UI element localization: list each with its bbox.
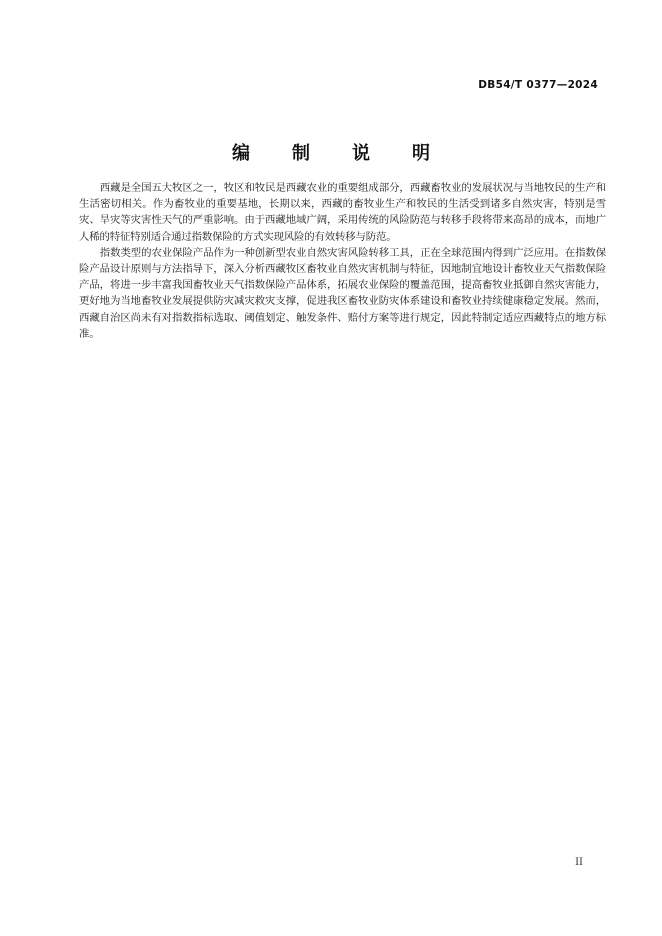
page-number: II [575,857,583,868]
title-char: 编 [232,143,250,164]
title-char: 说 [352,143,370,164]
body-text [79,180,606,342]
page-title [0,139,662,165]
paragraph-2: 指数类型的农业保险产品作为一种创新型农业自然灾害风险转移工具，正在全球范围内得到广泛应用。在指数保险产品设计原则与方法指导下，深入分析西藏牧区畜牧业自然灾害机制与特征，因地制宜地设计畜牧业天气指数保险产品，将进一步丰富我国畜牧业天气指数保险产品体系，拓展农业保险的覆盖范围，提高畜牧业抵御自然灾害能力，更好地为当地畜牧业发展提供防灾减灾救灾支撑，促进我区畜牧业防灾体系建设和畜牧业持续健康稳定发展。然而，西藏自治区尚未有对指数指标选取、阈值划定、触发条件、赔付方案等进行规定，因此特制定适应西藏特点的地方标准。 [79,246,606,340]
document-code: DB54/T 0377—2024 [478,79,598,91]
title-char: 明 [412,143,430,164]
paragraph-1: 西藏是全国五大牧区之一，牧区和牧民是西藏农业的重要组成部分，西藏畜牧业的发展状况与当地牧民的生产和生活密切相关。作为畜牧业的重要基地，长期以来，西藏的畜牧业生产和牧民的生活受到诸多自然灾害，特别是雪灾、旱灾等灾害性天气的严重影响。由于西藏地域广阔，采用传统的风险防范与转移手段将带来高昂的成本，而地广人稀的特征特别适合通过指数保险的方式实现风险的有效转移与防范。 [79,182,606,243]
title-char: 制 [292,143,310,164]
